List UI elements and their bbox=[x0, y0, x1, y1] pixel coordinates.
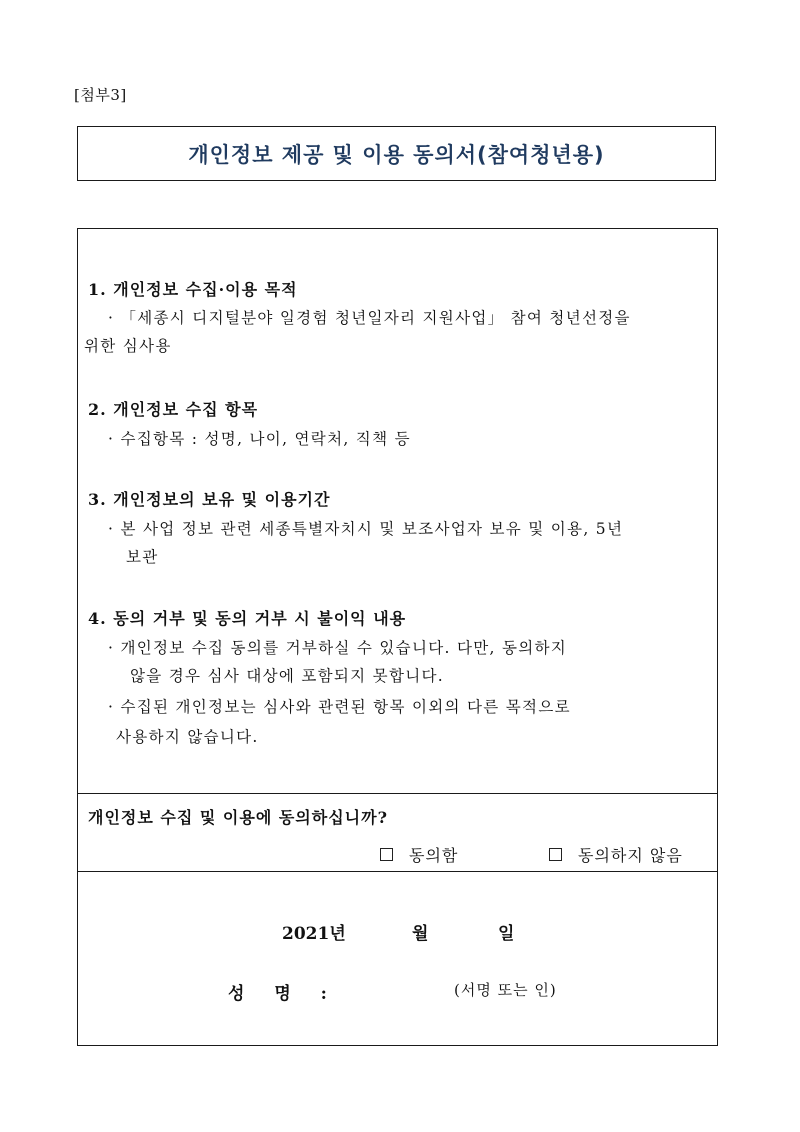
section-4-line-2: 않을 경우 심사 대상에 포함되지 못합니다. bbox=[130, 667, 445, 685]
document-title: 개인정보 제공 및 이용 동의서(참여청년용) bbox=[188, 142, 605, 167]
section-4-line-1: · 개인정보 수집 동의를 거부하실 수 있습니다. 다만, 동의하지 bbox=[108, 639, 568, 657]
section-1-line-1: · 「세종시 디지털분야 일경험 청년일자리 지원사업」 참여 청년선정을 bbox=[108, 309, 631, 327]
disagree-label: 동의하지 않음 bbox=[578, 846, 683, 865]
section-2-line-1: · 수집항목 : 성명, 나이, 연락처, 직책 등 bbox=[108, 430, 411, 448]
title-box bbox=[77, 126, 716, 181]
section-4-heading: 4. 동의 거부 및 동의 거부 시 불이익 내용 bbox=[88, 609, 407, 628]
consent-question: 개인정보 수집 및 이용에 동의하십니까? bbox=[88, 808, 388, 827]
divider-consent bbox=[78, 793, 717, 794]
section-1-heading: 1. 개인정보 수집·이용 목적 bbox=[88, 280, 298, 299]
section-3-line-1: · 본 사업 정보 관련 세종특별자치시 및 보조사업자 보유 및 이용, 5년 bbox=[108, 520, 624, 538]
agree-label: 동의함 bbox=[409, 846, 459, 865]
date-year: 2021년 bbox=[282, 924, 346, 944]
date-month: 월 bbox=[412, 924, 429, 944]
section-4-line-3: · 수집된 개인정보는 심사와 관련된 항목 이외의 다른 목적으로 bbox=[108, 698, 571, 716]
section-2-heading: 2. 개인정보 수집 항목 bbox=[88, 400, 259, 419]
attachment-label: [첨부3] bbox=[74, 86, 127, 104]
section-3-line-2: 보관 bbox=[126, 548, 159, 566]
disagree-option[interactable] bbox=[549, 843, 683, 866]
agree-option[interactable] bbox=[380, 843, 458, 866]
agree-checkbox[interactable] bbox=[380, 848, 393, 861]
section-4-line-4: 사용하지 않습니다. bbox=[116, 728, 259, 746]
divider-signature bbox=[78, 871, 717, 872]
section-3-heading: 3. 개인정보의 보유 및 이용기간 bbox=[88, 490, 331, 509]
consent-form bbox=[77, 228, 718, 1046]
name-label: 성 명 : bbox=[228, 984, 339, 1004]
section-1-line-2: 위한 심사용 bbox=[84, 337, 172, 355]
signature-hint: (서명 또는 인) bbox=[454, 981, 557, 999]
form-content bbox=[78, 229, 717, 795]
disagree-checkbox[interactable] bbox=[549, 848, 562, 861]
date-day: 일 bbox=[498, 924, 515, 944]
